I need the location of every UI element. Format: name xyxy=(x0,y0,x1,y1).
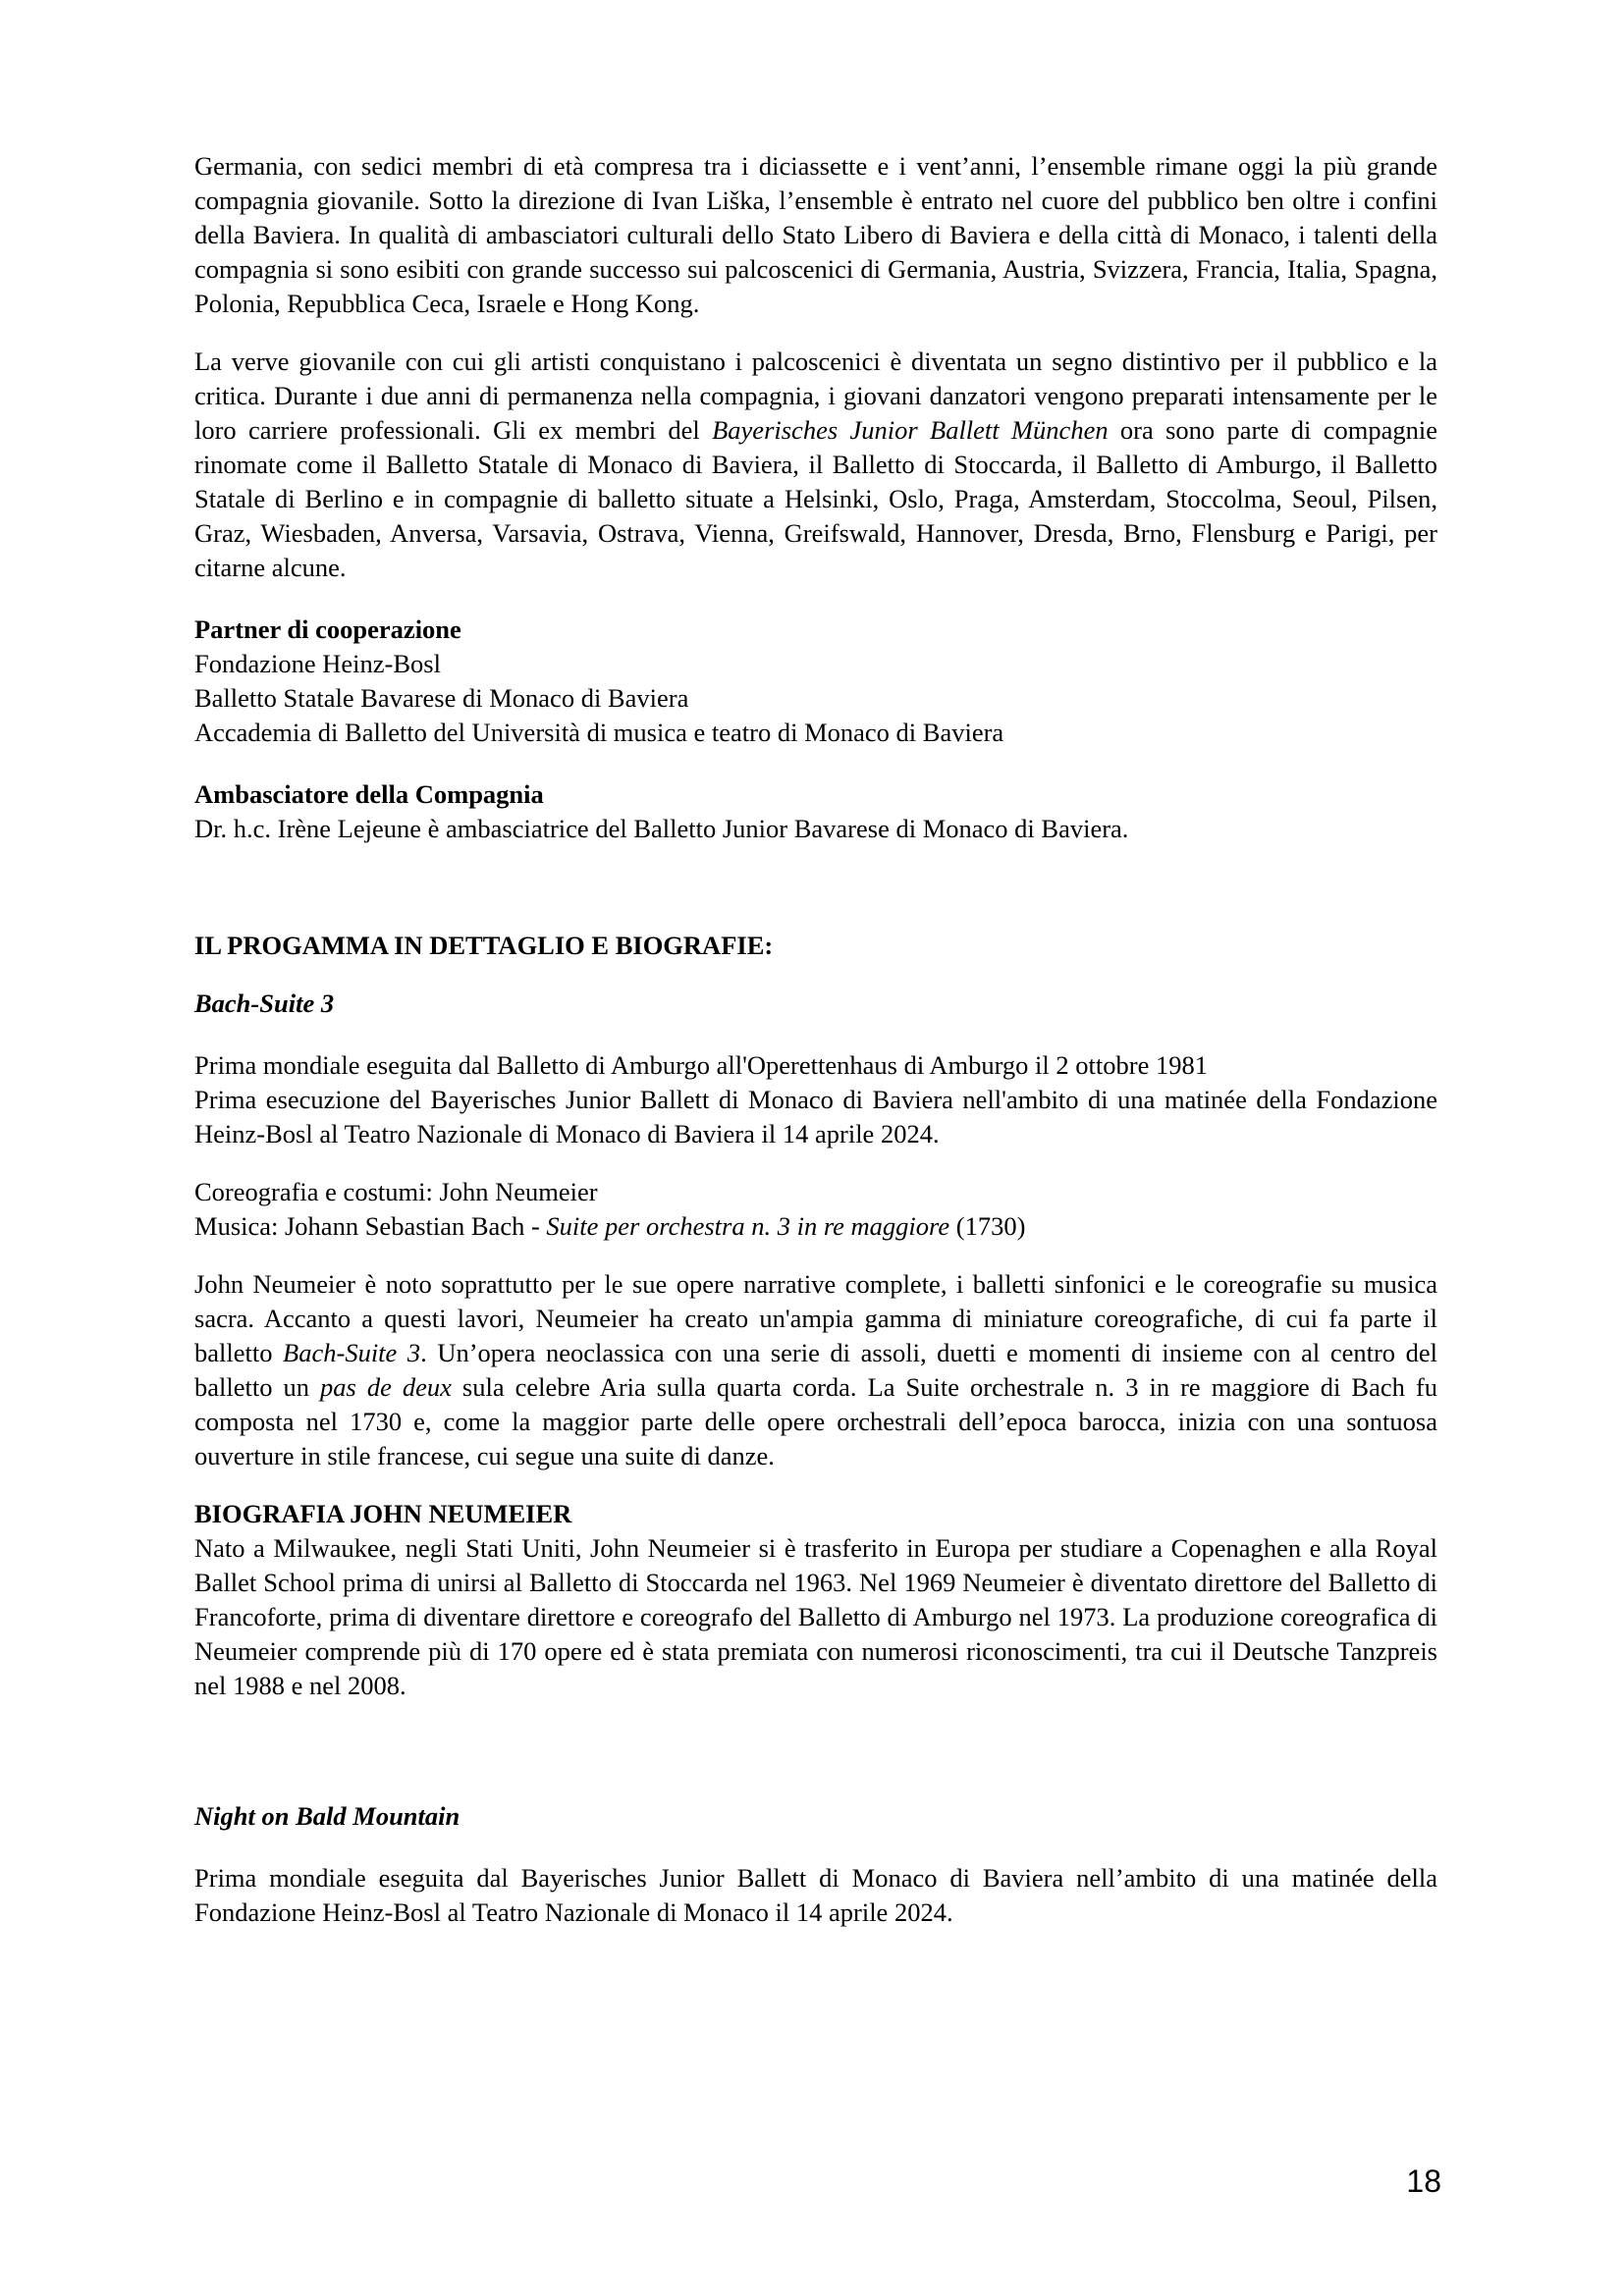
company-name-emphasis: Bayerisches Junior Ballett München xyxy=(712,415,1109,445)
biography-text: Nato a Milwaukee, negli Stati Uniti, John Neumeier si è trasferito in Europa per studiare a Copenaghen e alla Royal Ballet School prima di unirsi al Balletto di Stoccarda nel 1963. Nel 1969 Neumeier è diventato direttore del Balletto di Francoforte, prima di diventare direttore e coreografo del Balletto di Amburgo nel 1973. La produzione coreografica di Neumeier comprende più di 170 opere ed è stata premiata con numerosi riconoscimenti, tra cui il Deutsche Tanzpreis nel 1988 e nel 2008. xyxy=(194,1533,1437,1700)
bach-description xyxy=(194,1267,1437,1473)
biography-heading: BIOGRAFIA JOHN NEUMEIER xyxy=(194,1499,572,1528)
partners-heading: Partner di cooperazione xyxy=(194,614,461,644)
music-credit-prefix: Musica: Johann Sebastian Bach - xyxy=(194,1211,547,1241)
partner-item: Fondazione Heinz-Bosl xyxy=(194,649,441,678)
bach-description-part-2: . Un’opera neoclassica con una serie di assoli, duetti e momenti di insieme con al centro del balletto un xyxy=(194,1338,1437,1402)
intro-paragraph: Germania, con sedici membri di età compresa tra i diciassette e i vent’anni, l’ensemble rimane oggi la più grande compagnia giovanile. Sotto la direzione di Ivan Liška, l’ensemble è entrato nel cuore del pubblico ben oltre i confini della Baviera. In qualità di ambasciatori culturali dello Stato Libero di Baviera e della città di Monaco, i talenti della compagnia si sono esibiti con grande successo sui palcoscenici di Germania, Austria, Svizzera, Francia, Italia, Spagna, Polonia, Repubblica Ceca, Israele e Hong Kong. xyxy=(194,151,1437,318)
ambassador-section xyxy=(194,777,1437,846)
biography-section xyxy=(194,1497,1437,1703)
bach-credit-choreography: Coreografia e costumi: John Neumeier xyxy=(194,1177,598,1206)
alumni-text-part-2: ora sono parte di compagnie rinomate come il Balletto Statale di Monaco di Baviera, il Balletto di Stoccarda, il Balletto di Amburgo, il Balletto Statale di Berlino e in compagnie di balletto situate a Helsinki, Oslo, Praga, Amsterdam, Stoccolma, Seoul, Pilsen, Graz, Wiesbaden, Anversa, Varsavia, Ostrava, Vienna, Greifswald, Hannover, Dresda, Brno, Flensburg e Parigi, per citarne alcune. xyxy=(194,415,1437,582)
ambassador-text: Dr. h.c. Irène Lejeune è ambasciatrice del Balletto Junior Bavarese di Monaco di Baviera. xyxy=(194,814,1129,843)
ballet-title-emphasis: Bach-Suite 3 xyxy=(283,1338,421,1367)
bach-description-part-3: sula celebre Aria sulla quarta corda. La Suite orchestrale n. 3 in re maggiore di Bach fu composta nel 1730 e, come la maggior parte delle opere orchestrali dell’epoca barocca, inizia con una sontuosa ouverture in stile francese, cui segue una suite di danze. xyxy=(194,1372,1437,1470)
program-heading: IL PROGAMMA IN DETTAGLIO E BIOGRAFIE: xyxy=(194,931,774,960)
ambassador-heading: Ambasciatore della Compagnia xyxy=(194,779,544,809)
bach-credits-block xyxy=(194,1175,1437,1244)
music-work-title: Suite per orchestra n. 3 in re maggiore xyxy=(546,1211,950,1241)
bach-premiere-block xyxy=(194,1048,1437,1151)
night-title: Night on Bald Mountain xyxy=(194,1801,460,1831)
bach-description-part-1: John Neumeier è noto soprattutto per le sue opere narrative complete, i balletti sinfonici e le coreografie su musica sacra. Accanto a questi lavori, Neumeier ha creato un'ampia gamma di miniature coreografiche, di cui fa parte il balletto xyxy=(194,1269,1437,1367)
night-premiere: Prima mondiale eseguita dal Bayerisches Junior Ballett di Monaco di Baviera nell’ambito di una matinée della Fondazione Heinz-Bosl al Teatro Nazionale di Monaco il 14 aprile 2024. xyxy=(194,1863,1437,1927)
partner-item: Accademia di Balletto del Università di musica e teatro di Monaco di Baviera xyxy=(194,718,1004,747)
bach-credit-music xyxy=(194,1209,1437,1244)
partners-section xyxy=(194,613,1437,750)
alumni-text-part-1: La verve giovanile con cui gli artisti conquistano i palcoscenici è diventata un segno distintivo per il pubblico e la critica. Durante i due anni di permanenza nella compagnia, i giovani danzatori vengono preparati intensamente per le loro carriere professionali. Gli ex membri del xyxy=(194,347,1437,445)
pas-de-deux-emphasis: pas de deux xyxy=(320,1372,452,1402)
alumni-paragraph xyxy=(194,345,1437,585)
partner-item: Balletto Statale Bavarese di Monaco di Baviera xyxy=(194,683,689,713)
bach-suite-title: Bach-Suite 3 xyxy=(194,988,335,1018)
document-page xyxy=(194,149,1437,1930)
bach-premiere-line: Prima mondiale eseguita dal Balletto di Amburgo all'Operettenhaus di Amburgo il 2 ottobre 1981 xyxy=(194,1050,1208,1080)
bach-premiere-line: Prima esecuzione del Bayerisches Junior Ballett di Monaco di Baviera nell'ambito di una matinée della Fondazione Heinz-Bosl al Teatro Nazionale di Monaco di Baviera il 14 aprile 2024. xyxy=(194,1085,1437,1148)
music-credit-year: (1730) xyxy=(949,1211,1026,1241)
page-number: 18 xyxy=(1406,2163,1441,2199)
